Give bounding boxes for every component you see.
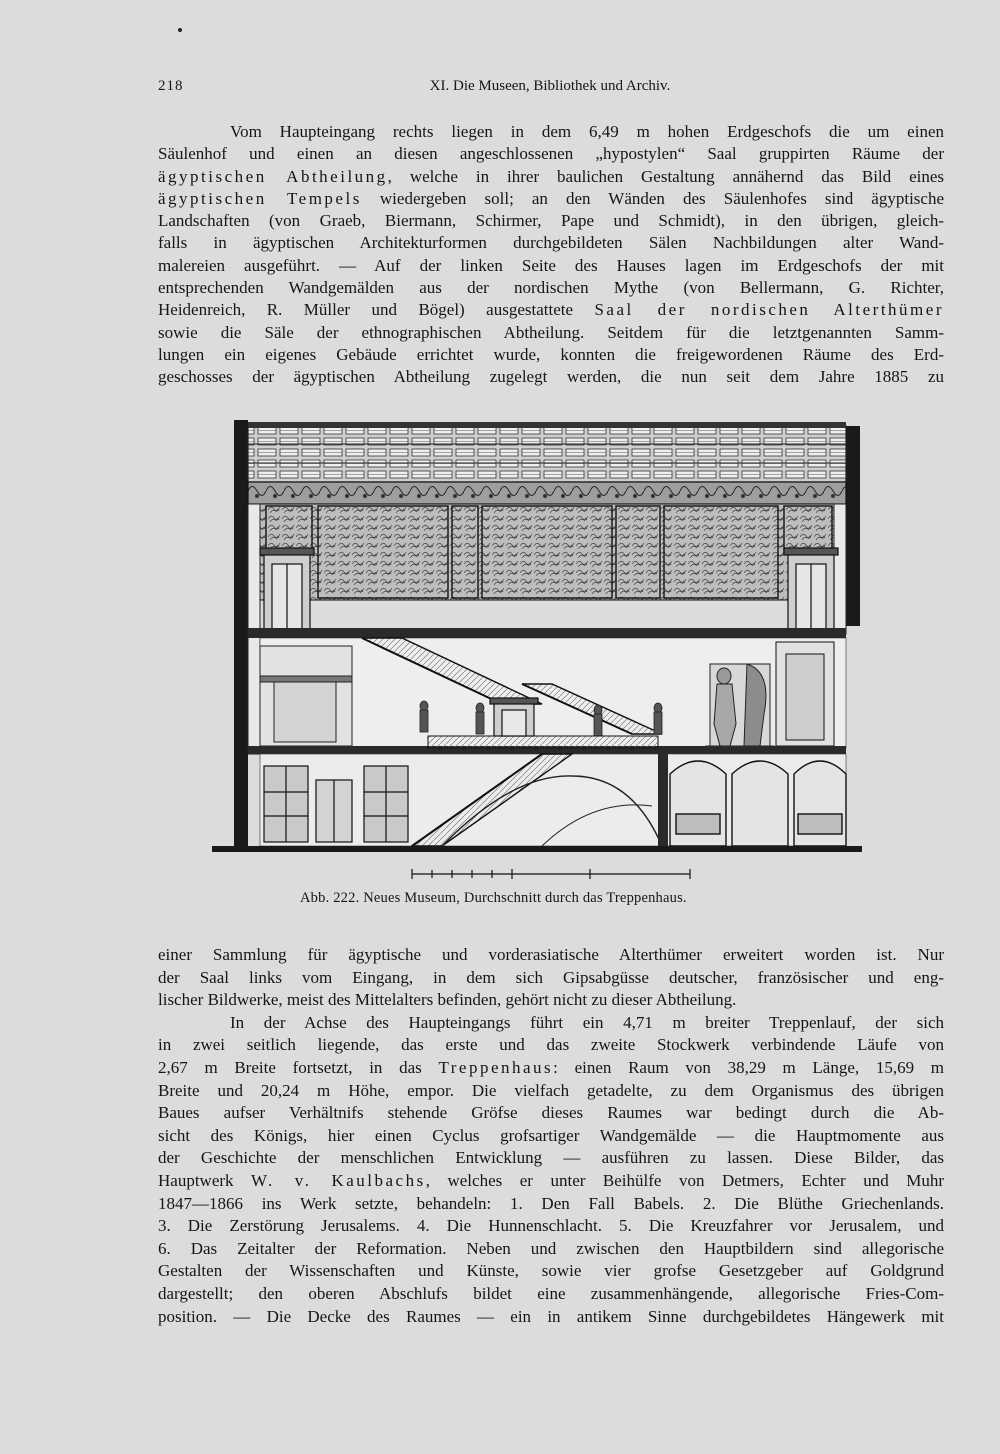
door-left (260, 548, 314, 636)
left-wall-section (234, 420, 248, 852)
text-line: ägyptischen Tempels wiedergeben soll; an den Wänden des Säulenhofes sind ägyptische (158, 188, 944, 208)
ink-spot (178, 28, 182, 32)
right-wall-section (846, 426, 860, 626)
spaced-term: Treppenhaus (438, 1057, 554, 1077)
text-line: 3. Die Zerstörung Jerusalems. 4. Die Hunnenschlacht. 5. Die Kreuzfahrer vor Jerusalem, und (158, 1216, 944, 1236)
text-line: 1847—1866 ins Werk setzte, behandeln: 1. Den Fall Babels. 2. Die Blüthe Griechenlands. (158, 1193, 944, 1213)
text-line: einer Sammlung für ägyptische und vorderasiatische Alterthümer erweitert worden ist. Nur (158, 945, 944, 964)
kaulbach-murals (260, 504, 834, 600)
ground-line (212, 846, 862, 852)
figure-caption (300, 890, 800, 907)
text-line: geschosses der ägyptischen Abtheilung zugelegt werden, die nun seit dem Jahre 1885 zu (158, 367, 944, 387)
text-line: Säulenhof und einen an diesen angeschlossenen „hypostylen“ Saal gruppirten Räume der (158, 144, 944, 164)
text-line: ägyptischen Abtheilung, welche in ihrer baulichen Gestaltung annähernd das Bild eines (158, 166, 944, 186)
text-line: position. — Die Decke des Raumes — ein in antikem Sinne durchgebildetes Hängewerk mit (158, 1306, 944, 1326)
text-line: lischer Bildwerke, meist des Mittelalters befinden, gehört nicht zu dieser Abtheilung. (158, 990, 737, 1010)
text-line: Baues aufser Verhältnifs stehende Gröfse dieses Raumes war bedingt durch die Ab- (158, 1103, 944, 1123)
ground-arcade (670, 761, 846, 846)
spaced-term: ägyptischen Abtheilung (158, 166, 388, 186)
text-line: sowie die Säle der ethnographischen Abtheilung. Seitdem für die letztgenannten Samm- (158, 322, 944, 342)
balustrade (428, 736, 658, 748)
text-line: sicht des Königs, hier einen Cyclus grofsartiger Wandgemälde — die Hauptmomente aus (158, 1125, 944, 1145)
text-line: Heidenreich, R. Müller und Bögel) ausgestattete Saal der nordischen Alterthümer (158, 300, 944, 320)
text-line: In der Achse des Haupteingangs führt ein 4,71 m breiter Treppenlauf, der sich (230, 1012, 944, 1032)
statue-group (706, 664, 774, 752)
page-header (158, 78, 942, 102)
text-line: Vom Haupteingang rechts liegen in dem 6,49 m hohen Erdgeschofs die um einen (230, 122, 944, 141)
coffered-ceiling (248, 426, 846, 482)
text-line: Hauptwerk W. v. Kaulbachs, welches er unter Beihülfe von Detmers, Echter und Muhr (158, 1170, 944, 1190)
text-line: Landschaften (von Graeb, Biermann, Schirmer, Pape und Schmidt), in den übrigen, gleich- (158, 211, 944, 231)
term: Säle der ethnographischen Abtheilung (264, 322, 581, 342)
figure-title: Neues Museum, Durchschnitt durch das Treppenhaus. (363, 890, 687, 906)
text-line: 6. Das Zeitalter der Reformation. Neben und zwischen den Hauptbildern sind allegorische (158, 1238, 944, 1258)
spaced-term: Saal der nordischen Alterthümer (594, 300, 944, 320)
text-line: malereien ausgeführt. — Auf der linken Seite des Hauses lagen im Erdgeschofs der mit (158, 255, 944, 275)
upper-floor-slab (248, 628, 846, 638)
text-line: Breite und 20,24 m Höhe, empor. Die vielfach getadelte, zu dem Organismus des übrigen (158, 1080, 944, 1100)
text-line: der Geschichte der menschlichen Entwicklung — ausführen zu lassen. Diese Bilder, das (158, 1148, 944, 1168)
text-line: falls in ägyptischen Architekturformen durchgebildeten Sälen Nachbildungen alter Wand- (158, 233, 944, 253)
paragraph-lower (158, 944, 944, 1328)
text-line: 2,67 m Breite fortsetzt, in das Treppenhaus: einen Raum von 38,29 m Länge, 15,69 m (158, 1057, 944, 1077)
door-right (784, 548, 838, 636)
running-title: XI. Die Museen, Bibliothek und Archiv. (429, 78, 671, 94)
text-line: lungen ein eigenes Gebäude errichtet wurde, konnten die freigewordenen Räume des Erd- (158, 344, 944, 364)
figure-number: Abb. 222. (300, 890, 360, 906)
text-line: Gestalten der Wissenschaften und Künste, sowie vier grofse Gesetzgeber auf Goldgrund (158, 1261, 944, 1281)
text-line: in zwei seitlich liegende, das erste und das zweite Stockwerk verbindende Läufe von (158, 1035, 944, 1055)
page-number: 218 (158, 78, 184, 94)
text-line: der Saal links vom Eingang, in dem sich Gipsabgüsse deutscher, französischer und eng- (158, 967, 944, 987)
allegorical-frieze (248, 482, 846, 504)
text-line: dargestellt; den oberen Abschlufs bildet eine zusammenhängende, allegorische Fries-Com- (158, 1283, 944, 1303)
spaced-term: W. v. Kaulbachs (251, 1170, 426, 1190)
scale-bar (412, 869, 690, 879)
section-drawing (212, 414, 862, 889)
spaced-term: ägyptischen Tempels (158, 188, 362, 208)
paragraph-upper (158, 121, 944, 389)
staircase-section-figure (212, 414, 862, 889)
text-line: entsprechenden Wandgemälden aus der nordischen Mythe (von Bellermann, G. Richter, (158, 278, 944, 298)
